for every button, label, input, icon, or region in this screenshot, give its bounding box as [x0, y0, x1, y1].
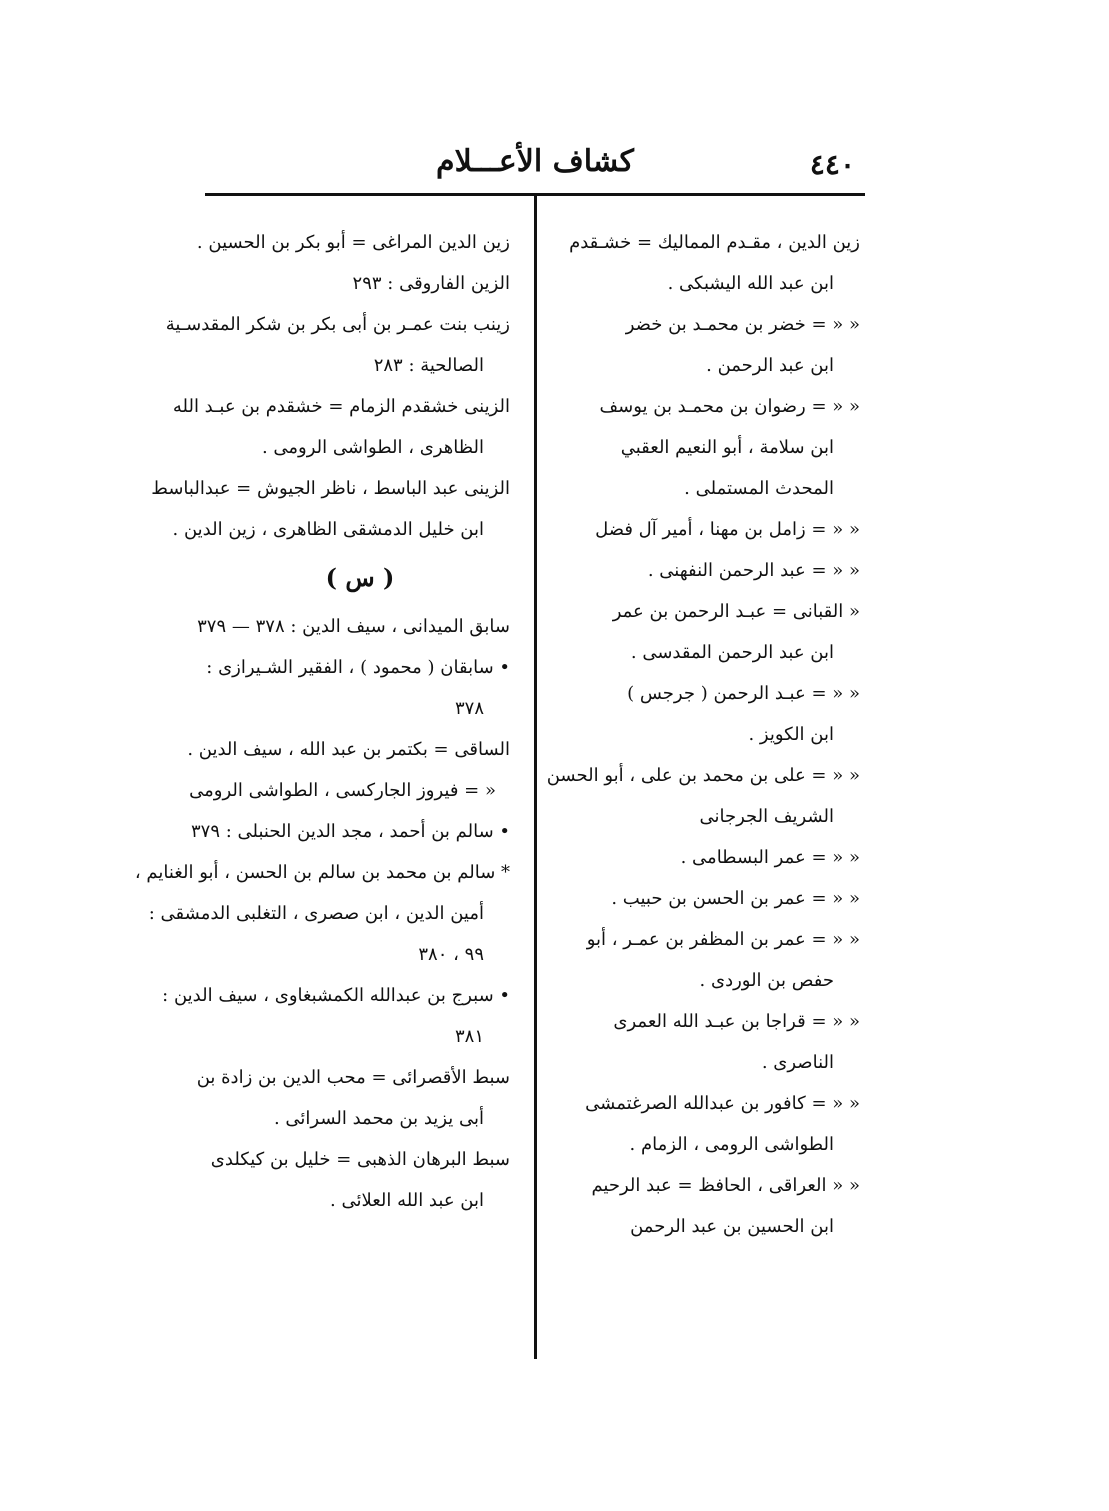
- right-column: [546, 222, 860, 1247]
- entry-line: « « = رضوان بن محمـد بن يوسف: [599, 396, 860, 417]
- entry-line: * سالم بن محمد بن سالم بن الحسن ، أبو الغنايم ،: [134, 862, 510, 883]
- entry-line: « « = على بن محمد بن على ، أبو الحسن: [546, 765, 860, 786]
- entry-line: • سبرج بن عبدالله الكمشبغاوى ، سيف الدين :: [162, 985, 510, 1006]
- entry-line: « « = عبـد الرحمن ( جرجس ): [627, 683, 860, 704]
- entry-line: • سابقان ( محمود ) ، الفقير الشـيرازى :: [206, 657, 510, 678]
- entry-line: « = فيروز الجاركسى ، الطواشى الرومى: [189, 780, 496, 801]
- column-divider: [534, 196, 537, 1359]
- entry-line: الزين الفاروقى : ٢٩٣: [352, 273, 510, 294]
- page-number: ٤٤٠: [809, 148, 855, 181]
- entry-line: ابن سلامة ، أبو النعيم العقبي: [620, 437, 834, 458]
- entry-line: ٩٩ ، ٣٨٠: [418, 944, 484, 965]
- page-header: [205, 140, 865, 192]
- entry-line: الساقى = بكتمر بن عبد الله ، سيف الدين .: [187, 739, 510, 760]
- entry-line: « القبانى = عبـد الرحمن بن عمر: [612, 601, 860, 622]
- entry-line: « « = عبد الرحمن النفهنى .: [647, 560, 860, 581]
- entry-line: الظاهرى ، الطواشى الرومى .: [261, 437, 484, 458]
- entry-line: الشريف الجرجانى: [699, 806, 834, 827]
- entry-line: « « = عمر بن المظفر بن عمـر ، أبو: [586, 929, 860, 950]
- entry-line: ابن عبد الرحمن المقدسى .: [630, 642, 834, 663]
- entry-line: ابن عبد الله العلائى .: [330, 1190, 484, 1211]
- entry-line: حفص بن الوردى .: [699, 970, 834, 991]
- running-title: كشاف الأعـــلام: [436, 144, 634, 179]
- entry-line: ٣٨١: [454, 1026, 484, 1047]
- entry-line: زين الدين المراغى = أبو بكر بن الحسين .: [196, 232, 510, 253]
- entry-line: ( س ): [325, 563, 395, 592]
- entry-line: ٣٧٨: [454, 698, 484, 719]
- entry-line: الزينى خشقدم الزمام = خشقدم بن عبـد الله: [172, 396, 510, 417]
- entry-line: زينب بنت عمـر بن أبى بكر بن شكر المقدسـية: [165, 314, 510, 335]
- entry-line: « « العراقى ، الحافظ = عبد الرحيم: [591, 1175, 860, 1196]
- entry-line: ابن الكويز .: [748, 724, 834, 745]
- entry-line: ابن عبد الرحمن .: [706, 355, 834, 376]
- entry-line: « « = زامل بن مهنا ، أمير آل فضل: [595, 519, 860, 540]
- entry-line: أبى يزيد بن محمد السرائى .: [273, 1108, 484, 1129]
- entry-line: أمين الدين ، ابن صصرى ، التغلبى الدمشقى :: [148, 903, 484, 924]
- entry-line: ابن عبد الله اليشبكى .: [667, 273, 834, 294]
- entry-line: سبط الأقصرائى = محب الدين بن زادة بن: [196, 1067, 510, 1088]
- entry-line: « « = عمر البسطامى .: [680, 847, 860, 868]
- left-column: [134, 222, 510, 1221]
- entry-line: زين الدين ، مقـدم المماليك = خشـقدم: [569, 232, 860, 253]
- entry-line: سابق الميدانى ، سيف الدين : ٣٧٨ — ٣٧٩: [197, 616, 510, 637]
- entry-line: ابن خليل الدمشقى الظاهرى ، زين الدين .: [172, 519, 484, 540]
- entry-line: « « = خضر بن محمـد بن خضر: [625, 314, 860, 335]
- entry-line: سبط البرهان الذهبى = خليل بن كيكلدى: [210, 1149, 510, 1170]
- entry-line: الناصرى .: [761, 1052, 834, 1073]
- entry-line: ابن الحسين بن عبد الرحمن: [630, 1216, 834, 1237]
- entry-line: الصالحية : ٢٨٣: [373, 355, 484, 376]
- entry-line: المحدث المستملى .: [684, 478, 834, 499]
- entry-line: الزينى عبد الباسط ، ناظر الجيوش = عبدالباسط: [151, 478, 510, 499]
- entry-line: « « = عمر بن الحسن بن حبيب .: [611, 888, 860, 909]
- entry-line: • سالم بن أحمد ، مجد الدين الحنبلى : ٣٧٩: [190, 821, 510, 842]
- entry-line: « « = قراجا بن عبـد الله العمرى: [613, 1011, 860, 1032]
- entry-line: الطواشى الرومى ، الزمام .: [629, 1134, 834, 1155]
- entry-line: « « = كافور بن عبدالله الصرغتمشى: [585, 1093, 860, 1114]
